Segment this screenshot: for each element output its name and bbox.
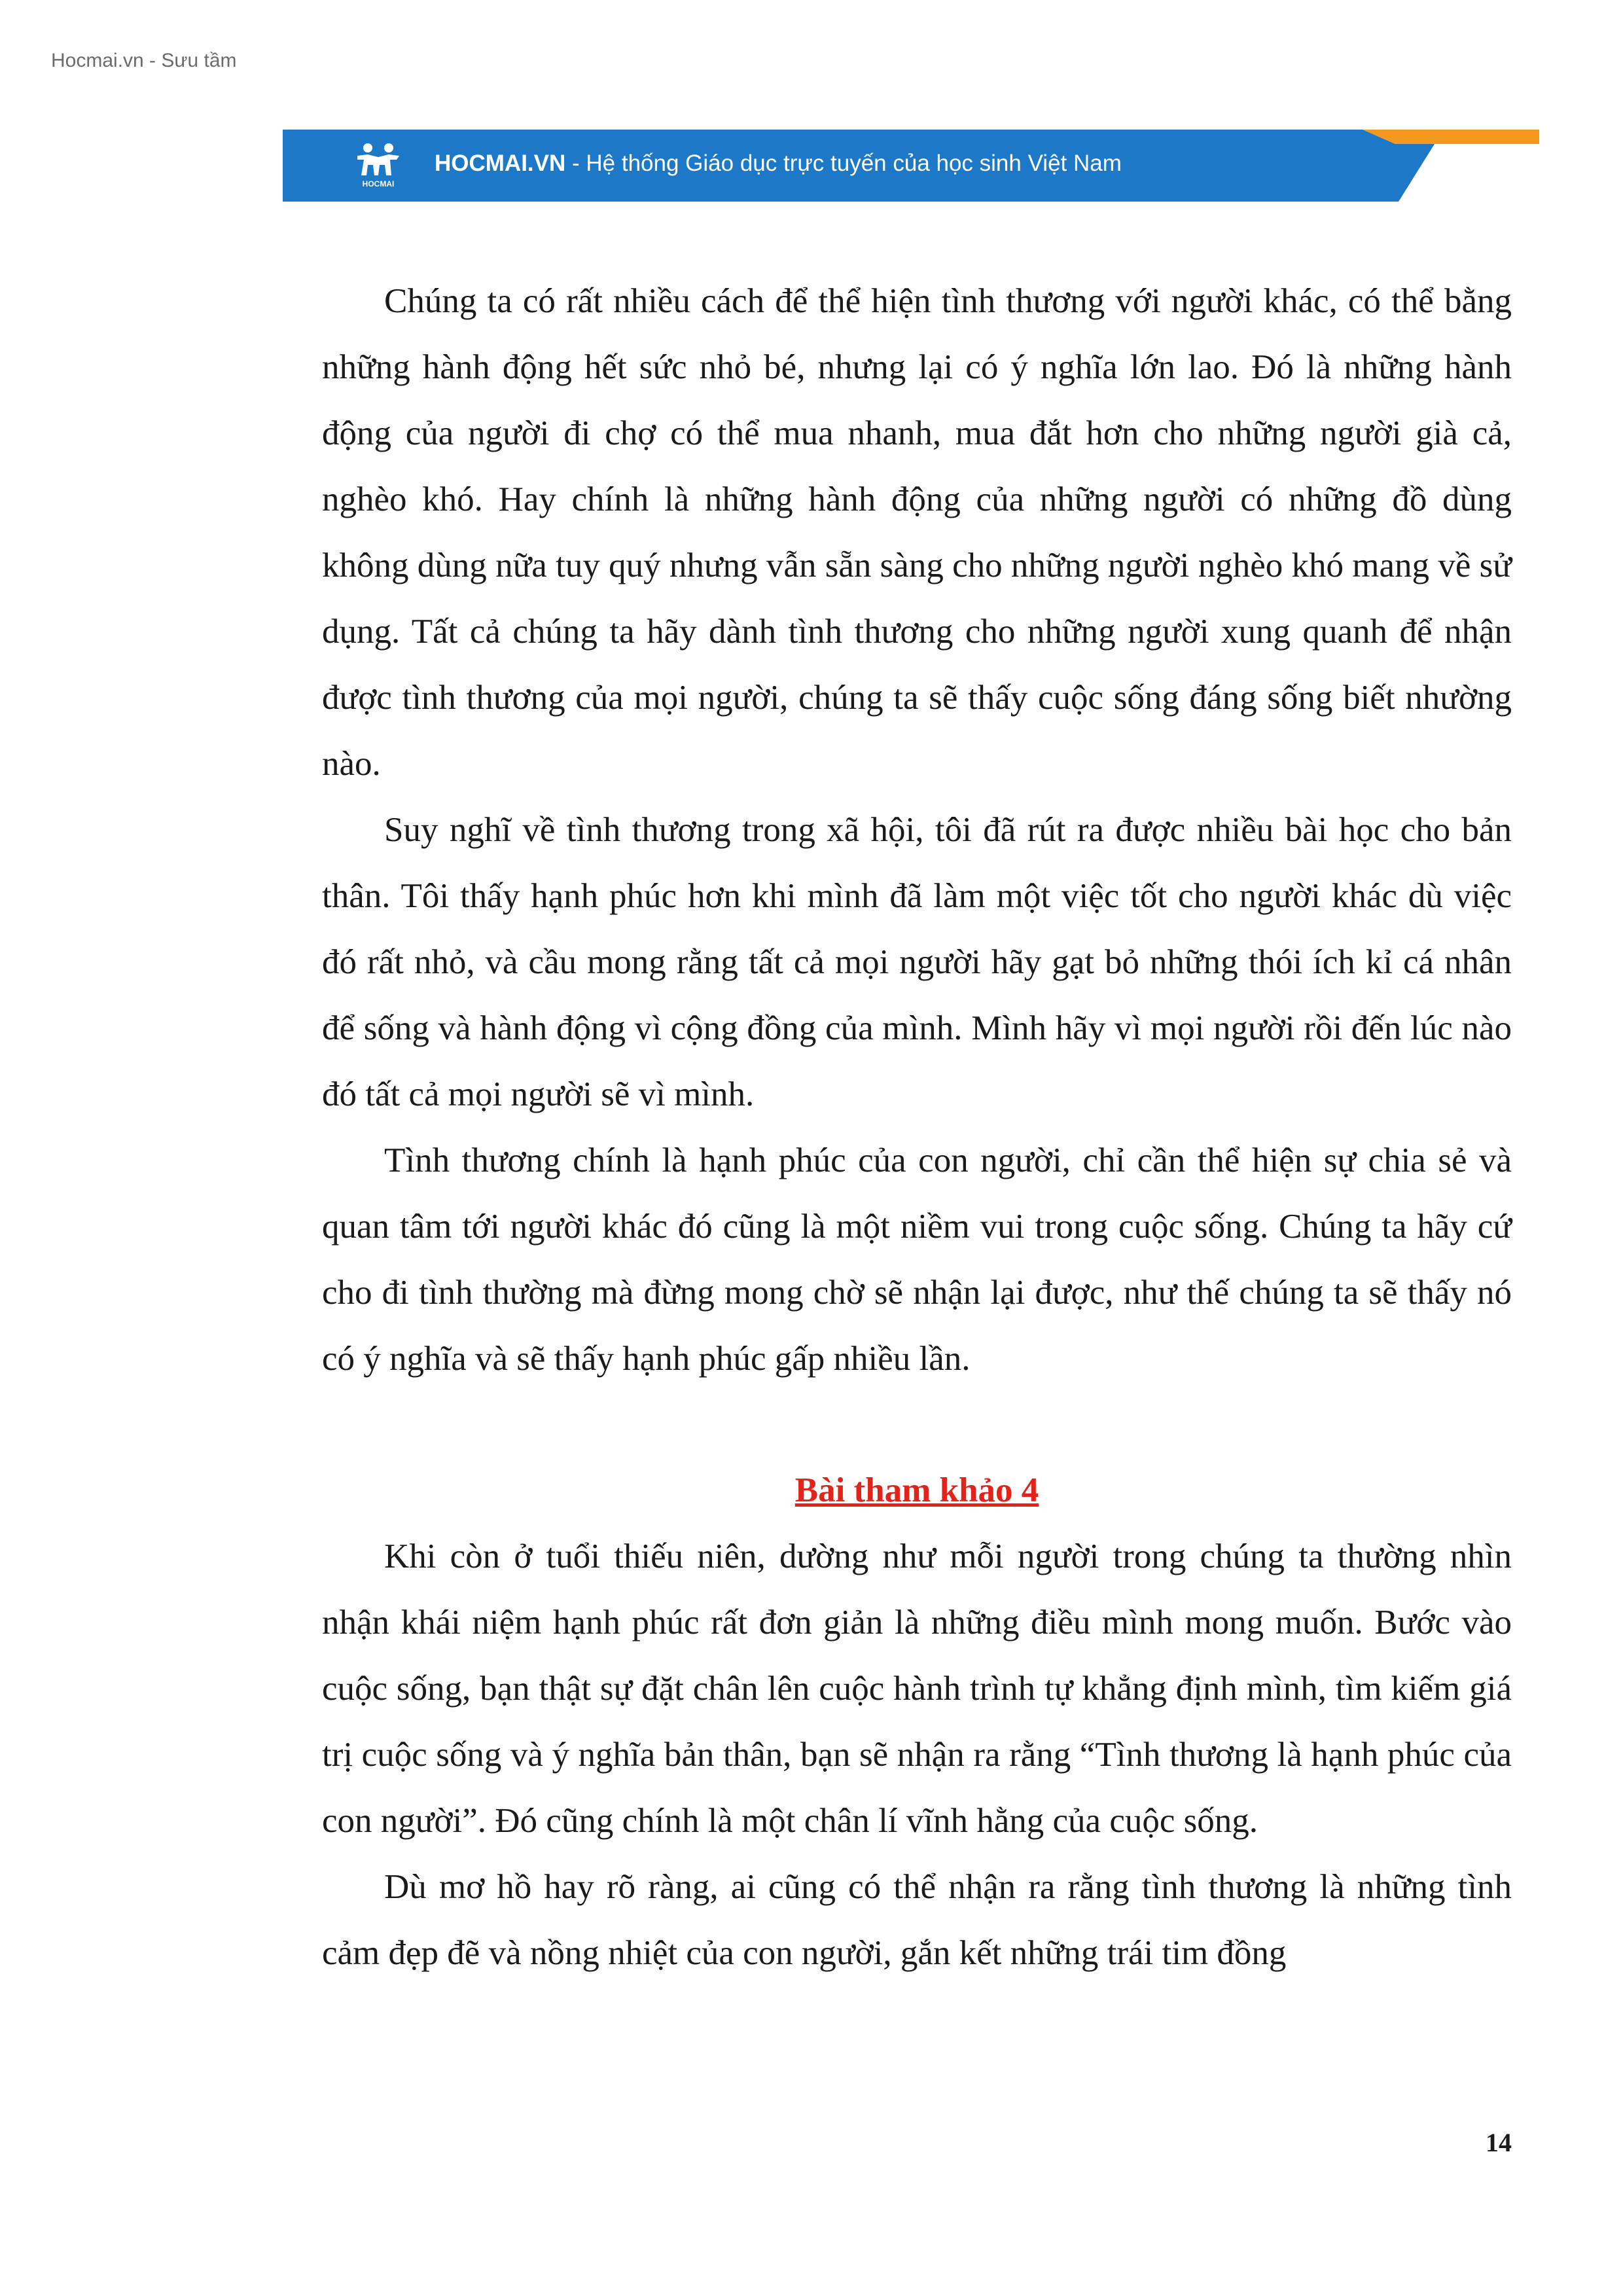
banner-tagline: - Hệ thống Giáo dục trực tuyến của học sinh Việt Nam xyxy=(565,151,1122,176)
page-number: 14 xyxy=(1486,2128,1512,2157)
logo-text: HOCMAI xyxy=(362,179,395,188)
banner-brand: HOCMAI.VN xyxy=(435,151,566,176)
paragraph: Chúng ta có rất nhiều cách để thể hiện tình thương với người khác, có thể bằng những hành động hết sức nhỏ bé, nhưng lại có ý nghĩa lớn lao. Đó là những hành động của người đi chợ có thể mua nhanh, mua đắt hơn cho những người già cả, nghèo khó. Hay chính là những hành động của những người có những đồ dùng không dùng nữa tuy quý nhưng vẫn sẵn sàng cho những người nghèo khó mang về sử dụng. Tất cả chúng ta hãy dành tình thương cho những người xung quanh để nhận được tình thương của mọi người, chúng ta sẽ thấy cuộc sống đáng sống biết nhường nào. xyxy=(322,282,1512,783)
banner-title xyxy=(435,151,1122,177)
document-body xyxy=(322,268,1512,1986)
header-banner xyxy=(283,130,1539,202)
logo-figures-icon xyxy=(348,141,408,181)
paragraph: Khi còn ở tuổi thiếu niên, dường như mỗi người trong chúng ta thường nhìn nhận khái niệm hạnh phúc rất đơn giản là những điều mình mong muốn. Bước vào cuộc sống, bạn thật sự đặt chân lên cuộc hành trình tự khẳng định mình, tìm kiếm giá trị cuộc sống và ý nghĩa bản thân, bạn sẽ nhận ra rằng “Tình thương là hạnh phúc của con người”. Đó cũng chính là một chân lí vĩnh hằng của cuộc sống. xyxy=(322,1537,1512,1840)
paragraph: Tình thương chính là hạnh phúc của con người, chỉ cần thể hiện sự chia sẻ và quan tâm tới người khác đó cũng là một niềm vui trong cuộc sống. Chúng ta hãy cứ cho đi tình thường mà đừng mong chờ sẽ nhận lại được, như thế chúng ta sẽ thấy nó có ý nghĩa và sẽ thấy hạnh phúc gấp nhiều lần. xyxy=(322,1141,1512,1378)
hocmai-logo xyxy=(348,141,408,192)
source-note: Hocmai.vn - Sưu tầm xyxy=(51,50,237,71)
paragraph: Suy nghĩ về tình thương trong xã hội, tôi đã rút ra được nhiều bài học cho bản thân. Tôi thấy hạnh phúc hơn khi mình đã làm một việc tốt cho người khác dù việc đó rất nhỏ, và cầu mong rằng tất cả mọi người hãy gạt bỏ những thói ích kỉ cá nhân để sống và hành động vì cộng đồng của mình. Mình hãy vì mọi người rồi đến lúc nào đó tất cả mọi người sẽ vì mình. xyxy=(322,811,1512,1113)
paragraph: Dù mơ hồ hay rõ ràng, ai cũng có thể nhận ra rằng tình thương là những tình cảm đẹp đẽ và nồng nhiệt của con người, gắn kết những trái tim đồng xyxy=(322,1868,1512,1972)
section-heading: Bài tham khảo 4 xyxy=(794,1471,1039,1509)
